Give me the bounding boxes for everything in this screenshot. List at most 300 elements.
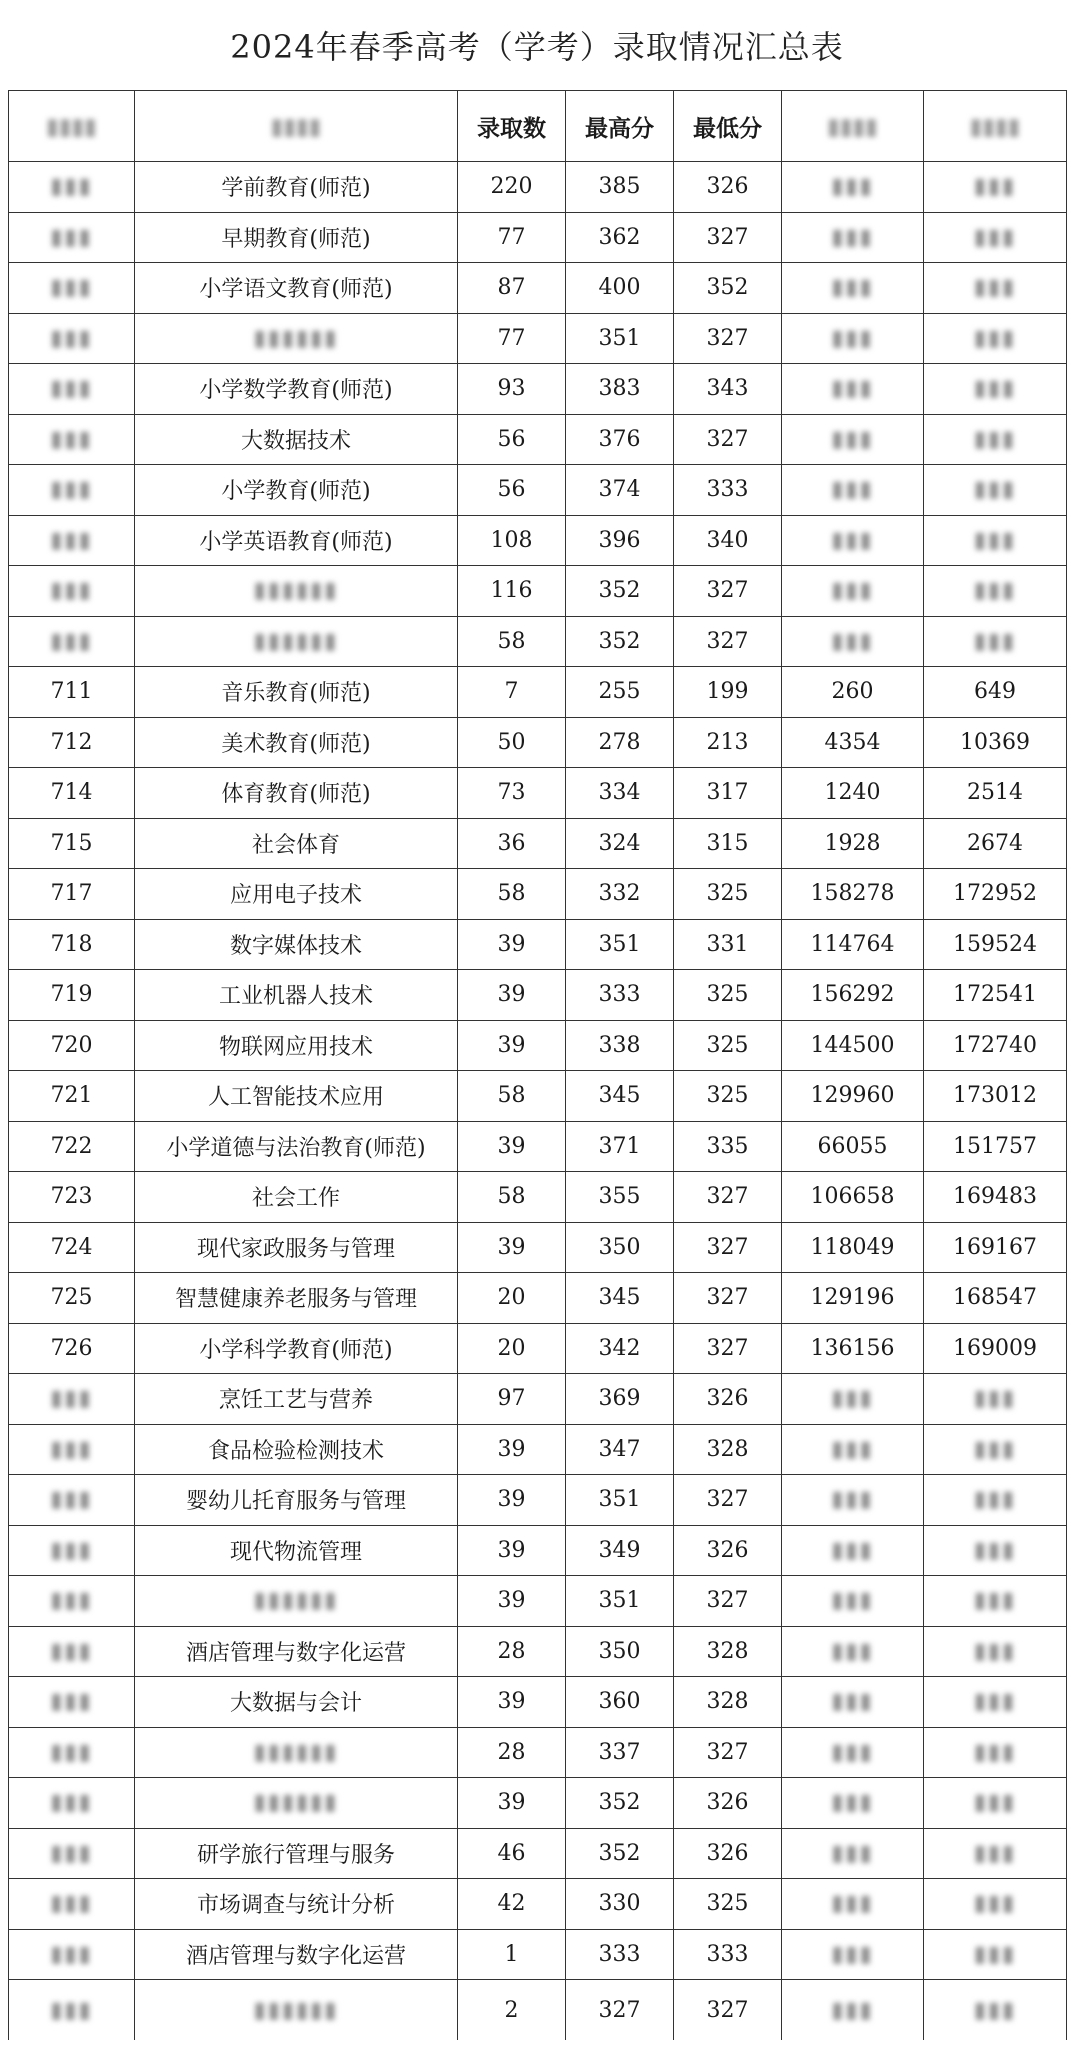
cell-max-score: 352	[566, 1828, 674, 1879]
cell-min-score: 326	[674, 1374, 782, 1425]
cell-major: 小学道德与法治教育(师范)	[135, 1121, 458, 1172]
cell-rank-a: 1928	[782, 818, 924, 869]
cell-rank-a	[782, 414, 924, 465]
table-row	[9, 1222, 1067, 1273]
cell-code: 718	[9, 919, 135, 970]
cell-rank-a: 4354	[782, 717, 924, 768]
redacted-text: ▮▮▮	[50, 1689, 93, 1715]
table-row	[9, 1626, 1067, 1677]
cell-admitted: 28	[458, 1626, 566, 1677]
cell-min-score: 328	[674, 1424, 782, 1475]
cell-rank-a: 1240	[782, 768, 924, 819]
cell-code: 711	[9, 667, 135, 718]
table-row	[9, 515, 1067, 566]
cell-admitted: 50	[458, 717, 566, 768]
table-row	[9, 364, 1067, 415]
cell-rank-b: 10369	[924, 717, 1067, 768]
cell-admitted: 108	[458, 515, 566, 566]
cell-rank-a: 129196	[782, 1273, 924, 1324]
cell-rank-a	[782, 1727, 924, 1778]
cell-min-score: 317	[674, 768, 782, 819]
cell-admitted: 97	[458, 1374, 566, 1425]
table-row	[9, 1071, 1067, 1122]
redacted-text: ▮▮▮	[973, 325, 1017, 351]
cell-min-score: 327	[674, 1273, 782, 1324]
cell-code	[9, 1525, 135, 1576]
cell-rank-a	[782, 616, 924, 667]
redacted-text: ▮▮▮	[973, 527, 1017, 553]
cell-rank-a: 66055	[782, 1121, 924, 1172]
redacted-text: ▮▮▮	[973, 1941, 1017, 1967]
redacted-text: ▮▮▮	[50, 1997, 93, 2023]
cell-code	[9, 364, 135, 415]
cell-rank-a: 156292	[782, 970, 924, 1021]
cell-min-score: 327	[674, 414, 782, 465]
cell-admitted: 7	[458, 667, 566, 718]
cell-max-score: 369	[566, 1374, 674, 1425]
cell-max-score: 345	[566, 1273, 674, 1324]
cell-max-score: 396	[566, 515, 674, 566]
redacted-text: ▮▮▮	[973, 275, 1017, 301]
cell-admitted: 39	[458, 919, 566, 970]
cell-max-score: 337	[566, 1727, 674, 1778]
cell-min-score: 327	[674, 1576, 782, 1627]
cell-code: 714	[9, 768, 135, 819]
header-min-score: 最低分	[674, 91, 782, 162]
redacted-text: ▮▮▮	[973, 578, 1017, 604]
cell-code	[9, 162, 135, 213]
cell-rank-a	[782, 263, 924, 314]
redacted-text: ▮▮▮	[50, 1739, 93, 1765]
redacted-text: ▮▮▮	[831, 1638, 874, 1664]
cell-rank-b	[924, 1576, 1067, 1627]
redacted-text: ▮▮▮▮▮▮	[253, 578, 339, 604]
table-header-row	[9, 91, 1067, 162]
cell-max-score: 255	[566, 667, 674, 718]
redacted-text: ▮▮▮	[973, 1386, 1017, 1412]
redacted-text: ▮▮▮	[50, 325, 93, 351]
cell-rank-b	[924, 1475, 1067, 1526]
cell-rank-a: 106658	[782, 1172, 924, 1223]
cell-rank-b: 2514	[924, 768, 1067, 819]
cell-rank-b	[924, 414, 1067, 465]
cell-code	[9, 1424, 135, 1475]
cell-max-score: 374	[566, 465, 674, 516]
cell-major	[135, 1980, 458, 2041]
cell-major	[135, 1576, 458, 1627]
cell-rank-a	[782, 1980, 924, 2041]
cell-code: 721	[9, 1071, 135, 1122]
cell-min-score: 199	[674, 667, 782, 718]
cell-min-score: 328	[674, 1677, 782, 1728]
cell-min-score: 327	[674, 1475, 782, 1526]
redacted-text: ▮▮▮	[50, 174, 93, 200]
cell-code	[9, 1626, 135, 1677]
redacted-text: ▮▮▮	[973, 1997, 1017, 2023]
cell-rank-b: 2674	[924, 818, 1067, 869]
cell-rank-b	[924, 162, 1067, 213]
redacted-text: ▮▮▮	[831, 477, 874, 503]
cell-min-score: 327	[674, 1323, 782, 1374]
cell-admitted: 39	[458, 1778, 566, 1829]
cell-rank-b	[924, 1980, 1067, 2041]
cell-rank-a	[782, 1879, 924, 1930]
cell-rank-b	[924, 1879, 1067, 1930]
cell-max-score: 355	[566, 1172, 674, 1223]
cell-min-score: 315	[674, 818, 782, 869]
cell-rank-a: 136156	[782, 1323, 924, 1374]
redacted-text: ▮▮▮	[831, 376, 874, 402]
cell-rank-a	[782, 1677, 924, 1728]
redacted-text: ▮▮▮	[50, 477, 93, 503]
table-row	[9, 1121, 1067, 1172]
redacted-text: ▮▮▮	[831, 224, 874, 250]
cell-major: 早期教育(师范)	[135, 212, 458, 263]
redacted-text: ▮▮▮	[831, 1487, 874, 1513]
redacted-text: ▮▮▮	[973, 174, 1017, 200]
cell-rank-a	[782, 1828, 924, 1879]
cell-rank-b: 168547	[924, 1273, 1067, 1324]
redacted-text: ▮▮▮	[50, 1891, 93, 1917]
redacted-text: ▮▮▮	[50, 1386, 93, 1412]
table-row	[9, 1475, 1067, 1526]
cell-admitted: 20	[458, 1323, 566, 1374]
cell-admitted: 42	[458, 1879, 566, 1930]
cell-admitted: 39	[458, 1576, 566, 1627]
cell-code	[9, 1929, 135, 1980]
cell-min-score: 328	[674, 1626, 782, 1677]
cell-admitted: 87	[458, 263, 566, 314]
cell-rank-a: 144500	[782, 1020, 924, 1071]
cell-max-score: 351	[566, 1475, 674, 1526]
cell-major: 应用电子技术	[135, 869, 458, 920]
cell-rank-b	[924, 1525, 1067, 1576]
cell-code: 726	[9, 1323, 135, 1374]
cell-max-score: 342	[566, 1323, 674, 1374]
table-row	[9, 1677, 1067, 1728]
cell-min-score: 327	[674, 313, 782, 364]
cell-code: 717	[9, 869, 135, 920]
redacted-text: ▮▮▮	[831, 1537, 874, 1563]
cell-max-score: 350	[566, 1626, 674, 1677]
redacted-text: ▮▮▮	[831, 1840, 874, 1866]
cell-max-score: 349	[566, 1525, 674, 1576]
cell-admitted: 77	[458, 313, 566, 364]
cell-rank-a	[782, 1424, 924, 1475]
redacted-text: ▮▮▮	[50, 1638, 93, 1664]
cell-code	[9, 1778, 135, 1829]
cell-max-score: 360	[566, 1677, 674, 1728]
cell-rank-a: 118049	[782, 1222, 924, 1273]
cell-major: 大数据技术	[135, 414, 458, 465]
cell-code	[9, 616, 135, 667]
cell-code	[9, 263, 135, 314]
cell-admitted: 58	[458, 1071, 566, 1122]
cell-max-score: 351	[566, 919, 674, 970]
cell-min-score: 326	[674, 1828, 782, 1879]
table-row	[9, 263, 1067, 314]
cell-admitted: 58	[458, 1172, 566, 1223]
cell-rank-a	[782, 1929, 924, 1980]
cell-max-score: 330	[566, 1879, 674, 1930]
cell-major	[135, 313, 458, 364]
cell-code	[9, 313, 135, 364]
cell-admitted: 116	[458, 566, 566, 617]
cell-rank-a	[782, 465, 924, 516]
header-max-score: 最高分	[566, 91, 674, 162]
cell-rank-b	[924, 1626, 1067, 1677]
redacted-text: ▮▮▮	[831, 275, 874, 301]
cell-rank-a: 129960	[782, 1071, 924, 1122]
redacted-text: ▮▮▮	[831, 1436, 874, 1462]
cell-code	[9, 212, 135, 263]
cell-code: 712	[9, 717, 135, 768]
cell-max-score: 332	[566, 869, 674, 920]
cell-min-score: 327	[674, 1980, 782, 2041]
cell-max-score: 376	[566, 414, 674, 465]
table-row	[9, 919, 1067, 970]
cell-major: 婴幼儿托育服务与管理	[135, 1475, 458, 1526]
cell-major: 小学科学教育(师范)	[135, 1323, 458, 1374]
redacted-text: ▮▮▮	[973, 1689, 1017, 1715]
cell-major: 酒店管理与数字化运营	[135, 1929, 458, 1980]
cell-rank-a	[782, 515, 924, 566]
cell-admitted: 39	[458, 1677, 566, 1728]
cell-major: 小学数学教育(师范)	[135, 364, 458, 415]
table-row	[9, 1424, 1067, 1475]
table-row	[9, 1980, 1067, 2041]
cell-max-score: 278	[566, 717, 674, 768]
cell-min-score: 327	[674, 616, 782, 667]
cell-min-score: 333	[674, 465, 782, 516]
cell-rank-b: 172952	[924, 869, 1067, 920]
redacted-text: ▮▮▮	[973, 1436, 1017, 1462]
redacted-text: ▮▮▮	[831, 1739, 874, 1765]
cell-rank-b	[924, 1929, 1067, 1980]
cell-max-score: 333	[566, 970, 674, 1021]
redacted-text: ▮▮▮	[831, 1790, 874, 1816]
cell-admitted: 39	[458, 1121, 566, 1172]
table-row	[9, 1879, 1067, 1930]
cell-major: 人工智能技术应用	[135, 1071, 458, 1122]
redacted-text: ▮▮▮▮▮▮	[253, 628, 339, 654]
redacted-text: ▮▮▮	[831, 527, 874, 553]
table-row	[9, 1374, 1067, 1425]
cell-admitted: 58	[458, 869, 566, 920]
cell-major: 食品检验检测技术	[135, 1424, 458, 1475]
cell-major: 研学旅行管理与服务	[135, 1828, 458, 1879]
cell-code	[9, 1980, 135, 2041]
cell-admitted: 56	[458, 414, 566, 465]
redacted-text: ▮▮▮	[831, 1941, 874, 1967]
cell-admitted: 39	[458, 1475, 566, 1526]
cell-rank-b	[924, 465, 1067, 516]
redacted-text: ▮▮▮	[973, 376, 1017, 402]
header-code: ▮▮▮▮	[9, 91, 135, 162]
cell-code	[9, 1677, 135, 1728]
cell-admitted: 39	[458, 1222, 566, 1273]
cell-code	[9, 465, 135, 516]
cell-min-score: 326	[674, 1778, 782, 1829]
cell-rank-b: 159524	[924, 919, 1067, 970]
cell-min-score: 326	[674, 1525, 782, 1576]
cell-major: 小学语文教育(师范)	[135, 263, 458, 314]
redacted-text: ▮▮▮	[973, 1790, 1017, 1816]
cell-max-score: 352	[566, 566, 674, 617]
cell-major: 物联网应用技术	[135, 1020, 458, 1071]
redacted-text: ▮▮▮	[50, 1790, 93, 1816]
table-row	[9, 1172, 1067, 1223]
cell-major	[135, 1778, 458, 1829]
table-row	[9, 1576, 1067, 1627]
redacted-text: ▮▮▮	[831, 325, 874, 351]
cell-max-score: 338	[566, 1020, 674, 1071]
cell-rank-a	[782, 364, 924, 415]
cell-rank-b	[924, 515, 1067, 566]
redacted-text: ▮▮▮	[831, 1997, 874, 2023]
cell-major: 社会工作	[135, 1172, 458, 1223]
table-row	[9, 818, 1067, 869]
redacted-text: ▮▮▮	[50, 527, 93, 553]
cell-major: 市场调查与统计分析	[135, 1879, 458, 1930]
cell-code	[9, 414, 135, 465]
cell-max-score: 371	[566, 1121, 674, 1172]
redacted-text: ▮▮▮	[973, 628, 1017, 654]
cell-max-score: 352	[566, 616, 674, 667]
table-row	[9, 1020, 1067, 1071]
cell-max-score: 345	[566, 1071, 674, 1122]
cell-rank-a	[782, 566, 924, 617]
cell-code: 723	[9, 1172, 135, 1223]
redacted-text: ▮▮▮	[50, 275, 93, 301]
cell-rank-b	[924, 1677, 1067, 1728]
header-rank-b: ▮▮▮▮	[924, 91, 1067, 162]
redacted-text: ▮▮▮	[50, 224, 93, 250]
cell-code: 719	[9, 970, 135, 1021]
cell-major: 酒店管理与数字化运营	[135, 1626, 458, 1677]
redacted-text: ▮▮▮	[831, 628, 874, 654]
cell-rank-b	[924, 313, 1067, 364]
cell-min-score: 327	[674, 566, 782, 617]
cell-min-score: 325	[674, 970, 782, 1021]
cell-rank-b	[924, 364, 1067, 415]
cell-code: 725	[9, 1273, 135, 1324]
document-page	[8, 0, 1066, 2048]
cell-max-score: 352	[566, 1778, 674, 1829]
header-major: ▮▮▮▮	[135, 91, 458, 162]
redacted-text: ▮▮▮▮▮▮	[253, 1588, 339, 1614]
cell-min-score: 326	[674, 162, 782, 213]
table-row	[9, 465, 1067, 516]
cell-admitted: 28	[458, 1727, 566, 1778]
cell-rank-a	[782, 1475, 924, 1526]
cell-major: 现代物流管理	[135, 1525, 458, 1576]
cell-min-score: 213	[674, 717, 782, 768]
cell-code	[9, 1374, 135, 1425]
cell-min-score: 325	[674, 1020, 782, 1071]
table-row	[9, 970, 1067, 1021]
cell-rank-b: 151757	[924, 1121, 1067, 1172]
cell-code	[9, 1475, 135, 1526]
table-row	[9, 1273, 1067, 1324]
redacted-text: ▮▮▮	[973, 477, 1017, 503]
cell-min-score: 327	[674, 1172, 782, 1223]
cell-admitted: 77	[458, 212, 566, 263]
cell-rank-a: 114764	[782, 919, 924, 970]
redacted-text: ▮▮▮	[831, 174, 874, 200]
cell-admitted: 39	[458, 1020, 566, 1071]
redacted-text: ▮▮▮	[50, 1588, 93, 1614]
cell-rank-b	[924, 1828, 1067, 1879]
cell-admitted: 36	[458, 818, 566, 869]
cell-admitted: 46	[458, 1828, 566, 1879]
cell-major: 数字媒体技术	[135, 919, 458, 970]
cell-major: 体育教育(师范)	[135, 768, 458, 819]
redacted-text: ▮▮▮	[50, 628, 93, 654]
cell-major: 小学教育(师范)	[135, 465, 458, 516]
table-row	[9, 1828, 1067, 1879]
cell-code	[9, 515, 135, 566]
cell-min-score: 325	[674, 869, 782, 920]
cell-rank-b	[924, 1727, 1067, 1778]
cell-rank-b	[924, 616, 1067, 667]
cell-admitted: 39	[458, 1525, 566, 1576]
cell-min-score: 325	[674, 1879, 782, 1930]
cell-major: 烹饪工艺与营养	[135, 1374, 458, 1425]
redacted-text: ▮▮▮▮▮▮	[253, 1739, 339, 1765]
redacted-text: ▮▮▮	[973, 1840, 1017, 1866]
cell-rank-a	[782, 162, 924, 213]
cell-rank-b	[924, 1374, 1067, 1425]
table-row	[9, 212, 1067, 263]
redacted-text: ▮▮▮▮▮▮	[253, 1790, 339, 1816]
cell-rank-b	[924, 566, 1067, 617]
table-row	[9, 566, 1067, 617]
cell-min-score: 352	[674, 263, 782, 314]
cell-major	[135, 616, 458, 667]
cell-max-score: 351	[566, 313, 674, 364]
redacted-text: ▮▮▮	[973, 1537, 1017, 1563]
cell-min-score: 325	[674, 1071, 782, 1122]
cell-max-score: 327	[566, 1980, 674, 2041]
cell-max-score: 333	[566, 1929, 674, 1980]
cell-min-score: 333	[674, 1929, 782, 1980]
cell-rank-b: 172541	[924, 970, 1067, 1021]
redacted-text: ▮▮▮	[831, 1588, 874, 1614]
cell-major: 智慧健康养老服务与管理	[135, 1273, 458, 1324]
cell-rank-a	[782, 1525, 924, 1576]
cell-rank-b	[924, 212, 1067, 263]
cell-major: 美术教育(师范)	[135, 717, 458, 768]
redacted-text: ▮▮▮	[973, 224, 1017, 250]
cell-rank-a	[782, 1374, 924, 1425]
redacted-text: ▮▮▮	[831, 578, 874, 604]
table-row	[9, 313, 1067, 364]
cell-code	[9, 1727, 135, 1778]
redacted-text: ▮▮▮	[831, 426, 874, 452]
cell-min-score: 331	[674, 919, 782, 970]
cell-code: 720	[9, 1020, 135, 1071]
table-row	[9, 768, 1067, 819]
cell-min-score: 327	[674, 1222, 782, 1273]
redacted-text: ▮▮▮	[973, 1638, 1017, 1664]
table-row	[9, 869, 1067, 920]
table-row	[9, 1929, 1067, 1980]
redacted-text: ▮▮▮	[831, 1386, 874, 1412]
cell-rank-b	[924, 1778, 1067, 1829]
table-row	[9, 1778, 1067, 1829]
cell-max-score: 347	[566, 1424, 674, 1475]
